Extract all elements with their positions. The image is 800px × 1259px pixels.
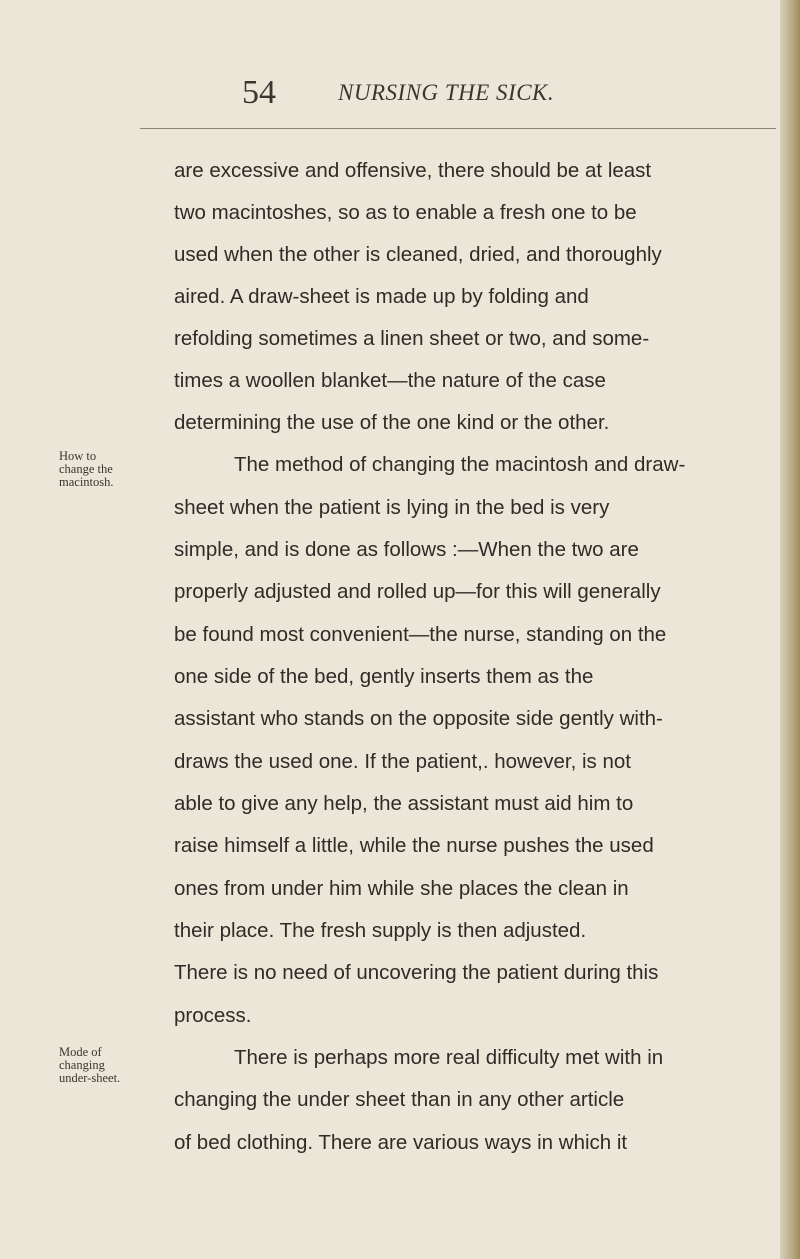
text-line: aired. A draw-sheet is made up by folding and: [174, 285, 589, 308]
text-line: There is perhaps more real difficulty met with in: [234, 1046, 664, 1069]
running-title: NURSING THE SICK.: [338, 80, 555, 105]
margin-note-line: under-sheet.: [59, 1071, 121, 1085]
text-line: be found most convenient—the nurse, standing on the: [174, 623, 667, 646]
text-line: able to give any help, the assistant must aid him to: [174, 792, 634, 815]
text-line: properly adjusted and rolled up—for this will generally: [174, 580, 661, 603]
text-line: raise himself a little, while the nurse pushes the used: [174, 834, 654, 857]
text-line: simple, and is done as follows :—When the two are: [174, 538, 639, 561]
text-line: draws the used one. If the patient,. however, is not: [174, 750, 631, 773]
text-line: of bed clothing. There are various ways in which it: [174, 1131, 628, 1154]
text-line: The method of changing the macintosh and draw-: [234, 453, 686, 476]
text-line: There is no need of uncovering the patient during this: [174, 961, 659, 984]
margin-note-line: Mode of: [59, 1045, 102, 1059]
text-line: used when the other is cleaned, dried, and thoroughly: [174, 243, 662, 266]
text-line: changing the under sheet than in any other article: [174, 1088, 625, 1111]
text-line: refolding sometimes a linen sheet or two, and some-: [174, 327, 650, 350]
text-line: assistant who stands on the opposite side gently with-: [174, 707, 663, 730]
page-edge: [780, 0, 800, 1259]
text-line: sheet when the patient is lying in the bed is very: [174, 496, 610, 519]
text-line: times a woollen blanket—the nature of the case: [174, 369, 606, 392]
text-line: their place. The fresh supply is then adjusted.: [174, 919, 587, 942]
text-line: one side of the bed, gently inserts them as the: [174, 665, 594, 688]
margin-note-line: changing: [59, 1058, 105, 1072]
margin-note-line: How to: [59, 449, 97, 463]
page-number: 54: [242, 74, 276, 111]
text-line: two macintoshes, so as to enable a fresh one to be: [174, 201, 637, 224]
text-line: process.: [174, 1004, 252, 1027]
margin-note-line: macintosh.: [59, 475, 114, 489]
margin-note-line: change the: [59, 462, 113, 476]
margin-note-macintosh: [59, 450, 114, 489]
text-line: are excessive and offensive, there should be at least: [174, 159, 652, 182]
text-line: ones from under him while she places the clean in: [174, 877, 629, 900]
margin-note-under-sheet: [59, 1046, 120, 1085]
header-rule: [140, 128, 776, 129]
text-line: determining the use of the one kind or the other.: [174, 411, 610, 434]
